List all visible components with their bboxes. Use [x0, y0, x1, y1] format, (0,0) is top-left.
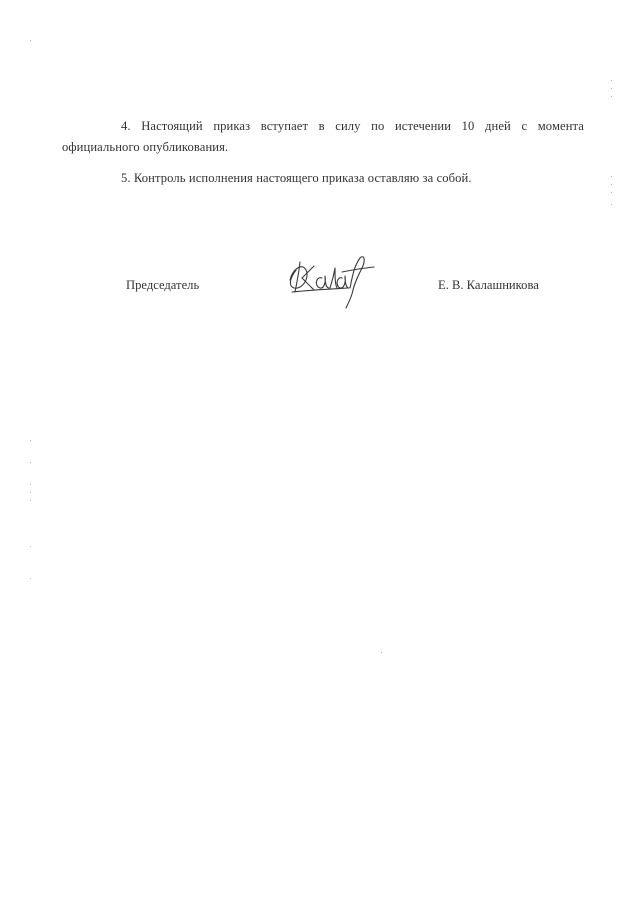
paragraph-4: 4. Настоящий приказ вступает в силу по истечении 10 дней с момента официального опубликования. — [62, 118, 584, 154]
paragraph-5: 5. Контроль исполнения настоящего приказа оставляю за собой. — [121, 170, 472, 185]
handwritten-signature — [280, 248, 380, 310]
signatory-name: Е. В. Калашникова — [438, 278, 539, 292]
signatory-role: Председатель — [126, 278, 200, 292]
